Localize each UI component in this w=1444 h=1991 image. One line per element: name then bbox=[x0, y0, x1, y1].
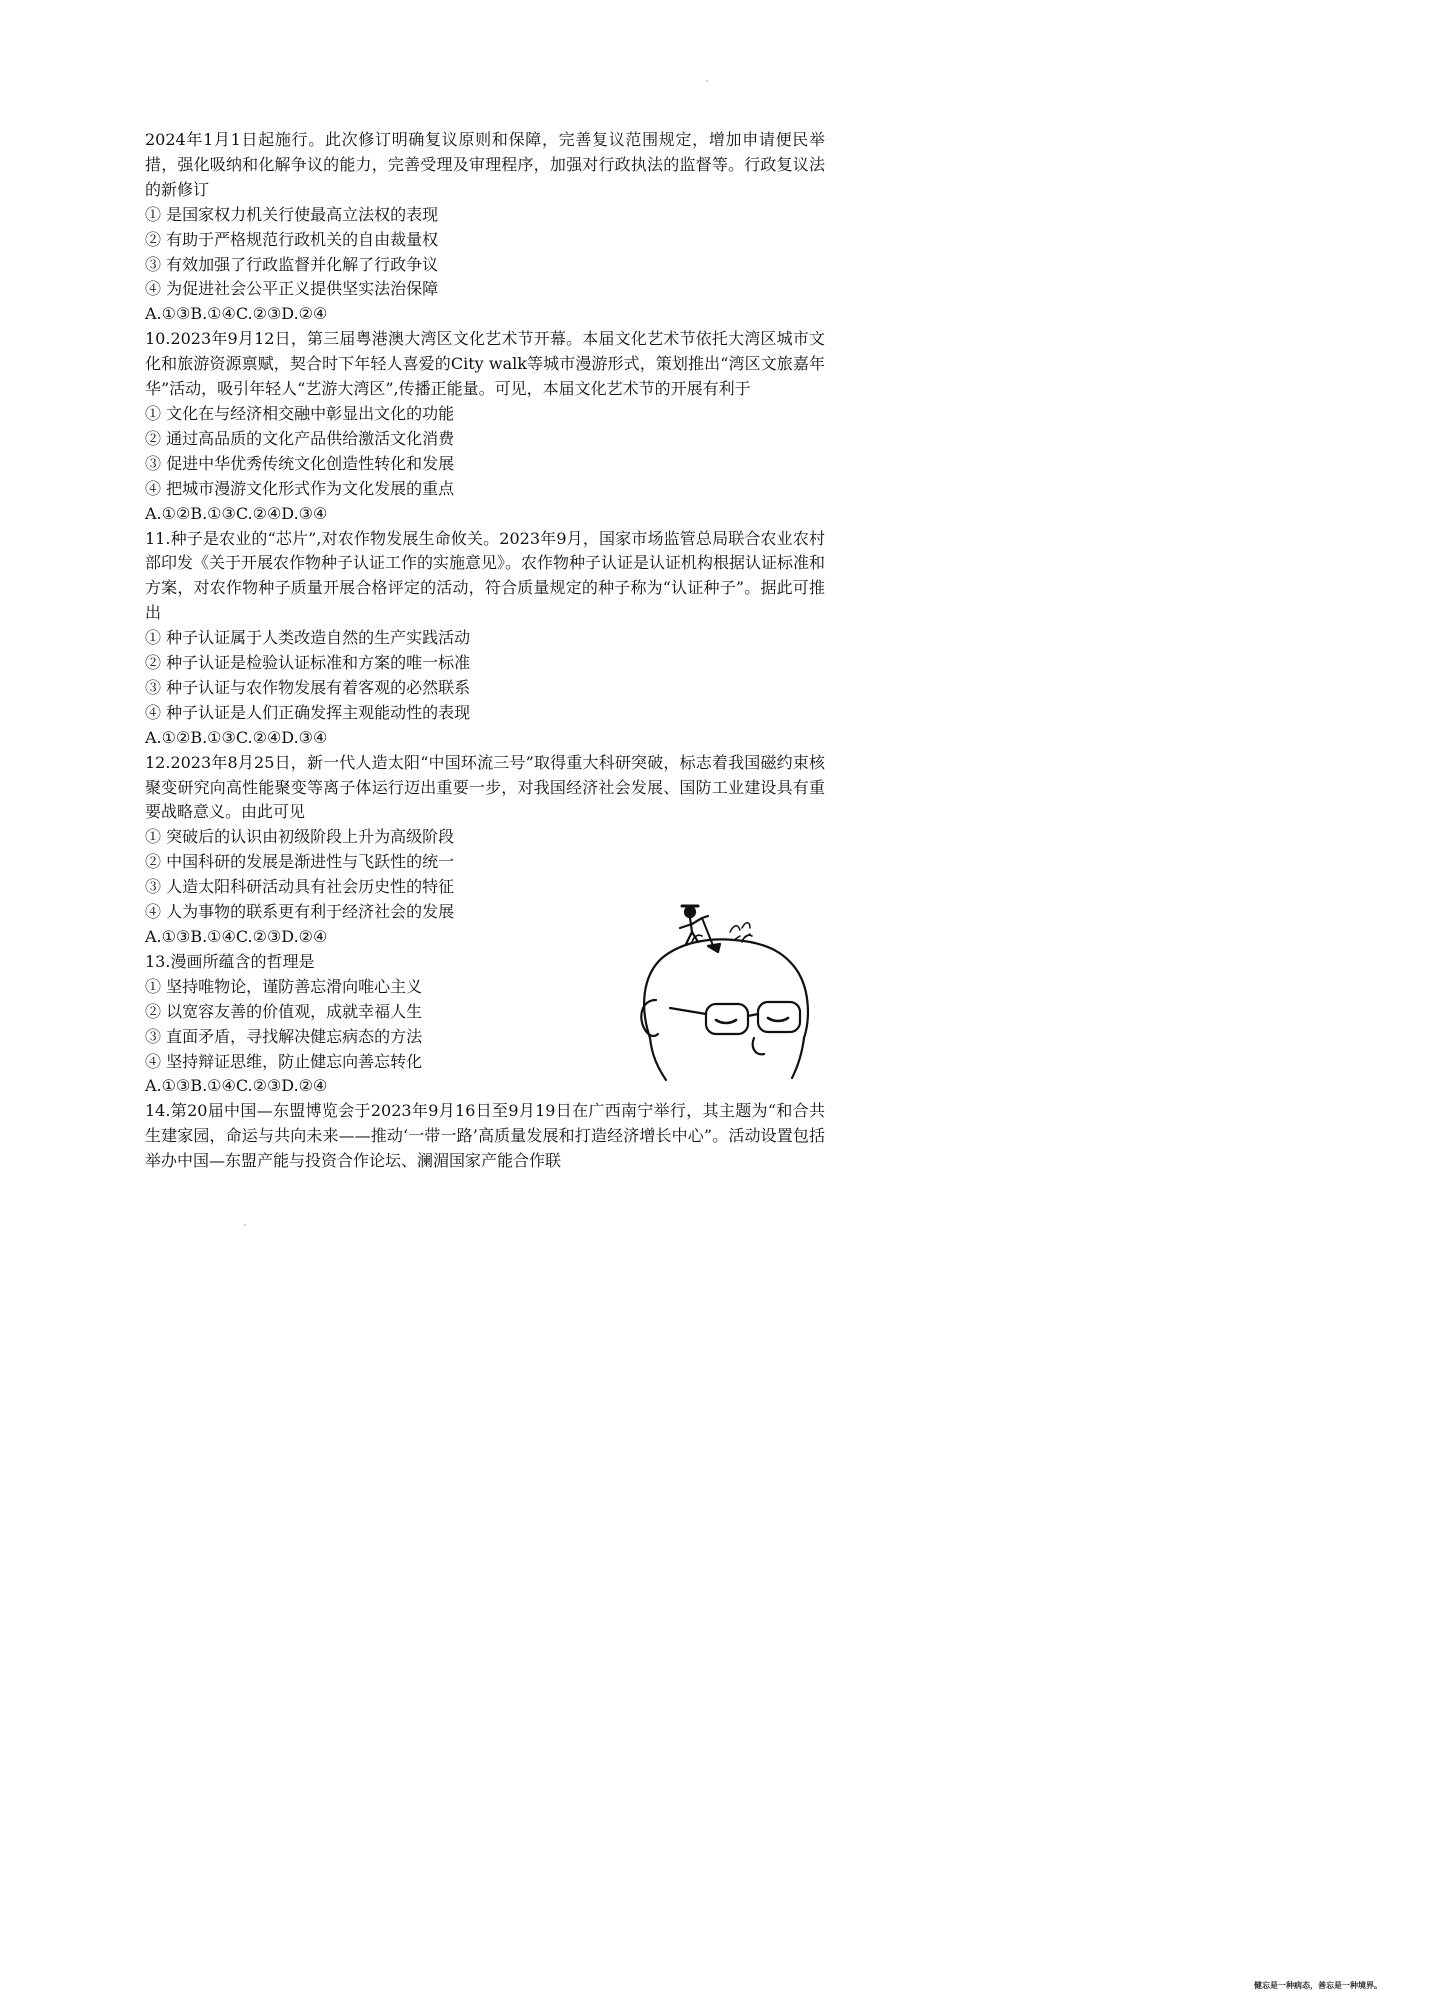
option-2: ② 以宽容友善的价值观，成就幸福人生 bbox=[145, 1001, 423, 1021]
option-1: ① 坚持唯物论，谨防善忘滑向唯心主义 bbox=[145, 976, 423, 996]
question-9 bbox=[145, 128, 825, 327]
question-stem: 2024年1月1日起施行。此次修订明确复议原则和保障，完善复议范围规定，增加申请便民举措，强化吸纳和化解争议的能力，完善受理及审理程序，加强对行政执法的监督等。行政复议法的新修订 bbox=[145, 130, 825, 199]
answer-choices: A.①③B.①④C.②③D.②④ bbox=[145, 927, 328, 946]
option-3: ③ 直面矛盾，寻找解决健忘病态的方法 bbox=[145, 1026, 423, 1046]
answer-choices: A.①②B.①③C.②④D.③④ bbox=[145, 727, 328, 747]
question-10 bbox=[145, 327, 825, 526]
option-1: ① 文化在与经济相交融中彰显出文化的功能 bbox=[145, 403, 455, 423]
cartoon-caption: 健忘是一种病态，善忘是一种境界。 bbox=[1254, 1981, 1382, 1990]
answer-choices: A.①③B.①④C.②③D.②④ bbox=[145, 304, 328, 324]
question-stem: 14.第20届中国—东盟博览会于2023年9月16日至9月19日在广西南宁举行，其主题为“和合共生建家园，命运与共向未来——推动‘一带一路’高质量发展和打造经济增长中心”。活动设置包括举办中国—东盟产能与投资合作论坛、澜湄国家产能合作联 bbox=[145, 1101, 825, 1171]
option-1: ① 是国家权力机关行使最高立法权的表现 bbox=[145, 204, 439, 224]
option-3: ③ 种子认证与农作物发展有着客观的必然联系 bbox=[145, 677, 471, 697]
option-2: ② 中国科研的发展是渐进性与飞跃性的统一 bbox=[145, 852, 455, 872]
question-stem: 12.2023年8月25日，新一代人造太阳“中国环流三号”取得重大科研突破，标志着我国磁约束核聚变研究向高性能聚变等离子体运行迈出重要一步，对我国经济社会发展、国防工业建设具有重要战略意义。由此可见 bbox=[145, 752, 825, 822]
question-11 bbox=[145, 527, 825, 751]
option-3: ③ 促进中华优秀传统文化创造性转化和发展 bbox=[145, 453, 455, 473]
option-3: ③ 有效加强了行政监督并化解了行政争议 bbox=[145, 254, 439, 274]
option-2: ② 种子认证是检验认证标准和方案的唯一标准 bbox=[145, 653, 471, 673]
option-3: ③ 人造太阳科研活动具有社会历史性的特征 bbox=[145, 877, 455, 897]
option-4: ④ 坚持辩证思维，防止健忘向善忘转化 bbox=[145, 1051, 423, 1071]
option-2: ② 通过高品质的文化产品供给激活文化消费 bbox=[145, 428, 455, 448]
scan-speck bbox=[706, 80, 708, 82]
option-4: ④ 把城市漫游文化形式作为文化发展的重点 bbox=[145, 478, 455, 498]
scan-speck bbox=[244, 1224, 246, 1226]
option-4: ④ 为促进社会公平正义提供坚实法治保障 bbox=[145, 279, 439, 299]
answer-choices: A.①③B.①④C.②③D.②④ bbox=[145, 1076, 328, 1096]
option-4: ④ 人为事物的联系更有利于经济社会的发展 bbox=[145, 902, 455, 922]
option-1: ① 突破后的认识由初级阶段上升为高级阶段 bbox=[145, 827, 455, 847]
question-stem: 13.漫画所蕴含的哲理是 bbox=[145, 951, 315, 971]
question-stem: 10.2023年9月12日，第三届粤港澳大湾区文化艺术节开幕。本届文化艺术节依托大湾区城市文化和旅游资源禀赋，契合时下年轻人喜爱的City walk等城市漫游形式，策划推出“湾区文旅嘉年华”活动，吸引年轻人“艺游大湾区”,传播正能量。可见，本届文化艺术节的开展有利于 bbox=[145, 329, 825, 399]
answer-choices: A.①②B.①③C.②④D.③④ bbox=[145, 503, 328, 523]
philosophy-cartoon bbox=[622, 888, 1382, 1990]
option-1: ① 种子认证属于人类改造自然的生产实践活动 bbox=[145, 628, 471, 648]
cartoon-drawing bbox=[622, 888, 822, 1088]
option-4: ④ 种子认证是人们正确发挥主观能动性的表现 bbox=[145, 702, 471, 722]
question-stem: 11.种子是农业的“芯片”,对农作物发展生命攸关。2023年9月，国家市场监管总局联合农业农村部印发《关于开展农作物种子认证工作的实施意见》。农作物种子认证是认证机构根据认证标准和方案，对农作物种子质量开展合格评定的活动，符合质量规定的种子称为“认证种子”。据此可推出 bbox=[145, 528, 826, 623]
option-2: ② 有助于严格规范行政机关的自由裁量权 bbox=[145, 229, 439, 249]
